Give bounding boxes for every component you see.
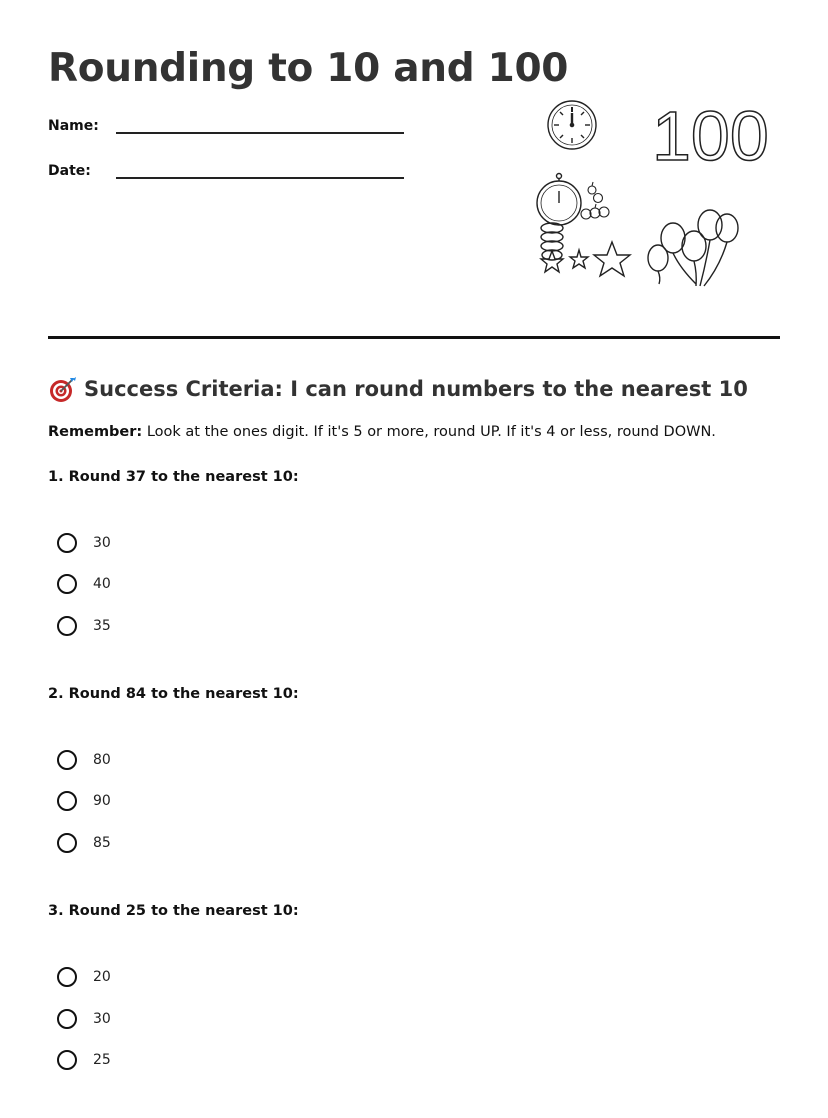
radio-button[interactable] (57, 967, 77, 987)
radio-button[interactable] (57, 791, 77, 811)
question-1: 1. Round 37 to the nearest 10: (48, 469, 299, 485)
radio-button[interactable] (57, 833, 77, 853)
question-1-option-2[interactable] (57, 574, 111, 594)
option-label: 35 (93, 618, 111, 634)
radio-button[interactable] (57, 574, 77, 594)
question-3-option-1[interactable] (57, 967, 111, 987)
option-label: 30 (93, 1011, 111, 1027)
question-2-option-3[interactable] (57, 833, 111, 853)
section-divider (48, 336, 780, 339)
option-label: 30 (93, 535, 111, 551)
question-2-option-1[interactable] (57, 750, 111, 770)
clock-icon (548, 101, 596, 149)
option-label: 20 (93, 969, 111, 985)
question-1-option-3[interactable] (57, 616, 111, 636)
radio-button[interactable] (57, 750, 77, 770)
number-100-icon: 100 (652, 97, 769, 175)
radio-button[interactable] (57, 1009, 77, 1029)
date-line[interactable] (116, 177, 404, 179)
question-3-option-3[interactable] (57, 1050, 111, 1070)
radio-button[interactable] (57, 616, 77, 636)
question-2-option-2[interactable] (57, 791, 111, 811)
option-label: 90 (93, 793, 111, 809)
stopwatch-icon (537, 174, 581, 261)
option-label: 80 (93, 752, 111, 768)
name-line[interactable] (116, 132, 404, 134)
remember-text: Look at the ones digit. If it's 5 or more, round UP. If it's 4 or less, round DOWN. (142, 424, 716, 440)
question-2: 2. Round 84 to the nearest 10: (48, 686, 299, 702)
success-criteria-heading (48, 374, 748, 404)
remember-label: Remember: (48, 424, 143, 440)
option-label: 40 (93, 576, 111, 592)
radio-button[interactable] (57, 533, 77, 553)
option-label: 85 (93, 835, 111, 851)
success-criteria-text: Success Criteria: I can round numbers to the nearest 10 (84, 377, 748, 401)
date-label: Date: (48, 163, 91, 179)
option-label: 25 (93, 1052, 111, 1068)
stars-icon (541, 242, 630, 276)
name-label: Name: (48, 118, 99, 134)
remember-note (48, 424, 716, 440)
radio-button[interactable] (57, 1050, 77, 1070)
question-3-option-2[interactable] (57, 1009, 111, 1029)
name-field[interactable] (48, 118, 99, 134)
question-1-option-1[interactable] (57, 533, 111, 553)
date-field[interactable] (48, 163, 91, 179)
apples-icon (581, 182, 609, 219)
target-icon (48, 374, 78, 404)
balloons-icon (648, 210, 738, 286)
worksheet-title: Rounding to 10 and 100 (48, 46, 569, 91)
question-3: 3. Round 25 to the nearest 10: (48, 903, 299, 919)
clipart-illustration (528, 88, 769, 288)
